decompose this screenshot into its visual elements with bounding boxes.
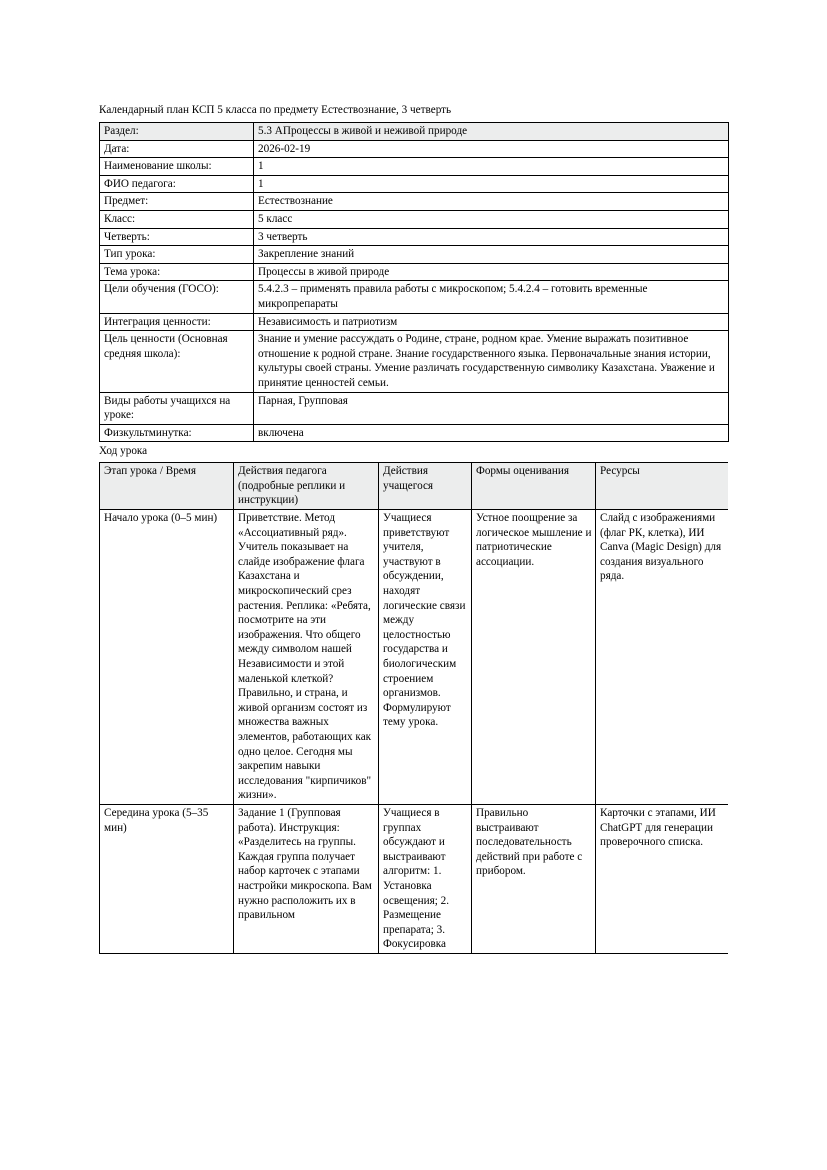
column-header-assessment: Формы оценивания <box>472 463 596 510</box>
table-row <box>100 246 729 264</box>
column-header-stage: Этап урока / Время <box>100 463 234 510</box>
info-row-label: Цели обучения (ГОСО): <box>100 281 254 313</box>
column-header-teacher: Действия педагога (подробные реплики и инструкции) <box>234 463 379 510</box>
table-row <box>100 158 729 176</box>
info-row-value: Естествознание <box>254 193 729 211</box>
flow-cell-resources: Слайд с изображениями (флаг РК, клетка), ИИ Canva (Magic Design) для создания визуального ряда. <box>596 510 729 805</box>
table-row <box>100 510 729 805</box>
info-row-label: Наименование школы: <box>100 158 254 176</box>
info-row-value: Закрепление знаний <box>254 246 729 264</box>
table-row <box>100 228 729 246</box>
table-row <box>100 281 729 313</box>
column-header-resources: Ресурсы <box>596 463 729 510</box>
page-title: Календарный план КСП 5 класса по предмету Естествознание, 3 четверть <box>99 104 452 116</box>
lesson-flow-body <box>100 510 729 954</box>
info-row-value: 1 <box>254 175 729 193</box>
info-row-label: Раздел: <box>100 123 254 141</box>
info-row-value: Знание и умение рассуждать о Родине, стране, родном крае. Умение выражать позитивное отношение к родной стране. Знание государственного языка. Первоначальные знания истории, культуры своей страны. Умение различать государственную символику Казахстана. Уважение и принятие ценностей семьи. <box>254 331 729 392</box>
info-row-value: 1 <box>254 158 729 176</box>
info-row-value: 3 четверть <box>254 228 729 246</box>
lesson-info-body <box>100 123 729 442</box>
info-row-label: Тема урока: <box>100 263 254 281</box>
table-header-row <box>100 463 729 510</box>
flow-cell-student-actions: Учащиеся в группах обсуждают и выстраивают алгоритм: 1. Установка освещения; 2. Размещение препарата; 3. Фокусировка <box>379 804 472 953</box>
flow-cell-stage: Середина урока (5–35 мин) <box>100 804 234 953</box>
flow-cell-assessment: Правильно выстраивают последовательность действий при работе с прибором. <box>472 804 596 953</box>
lesson-flow-head <box>100 463 729 510</box>
info-row-value: 2026-02-19 <box>254 140 729 158</box>
info-row-value: 5.4.2.3 – применять правила работы с микроскопом; 5.4.2.4 – готовить временные микропрепараты <box>254 281 729 313</box>
document-content <box>99 103 728 954</box>
table-row <box>100 392 729 424</box>
info-row-label: Четверть: <box>100 228 254 246</box>
flow-cell-stage: Начало урока (0–5 мин) <box>100 510 234 805</box>
table-row <box>100 331 729 392</box>
info-row-value: 5.3 АПроцессы в живой и неживой природе <box>254 123 729 141</box>
table-row <box>100 424 729 442</box>
info-row-label: Цель ценности (Основная средняя школа): <box>100 331 254 392</box>
info-row-label: Предмет: <box>100 193 254 211</box>
info-row-value: включена <box>254 424 729 442</box>
lesson-flow-table-wrapper <box>99 462 728 954</box>
info-row-value: Процессы в живой природе <box>254 263 729 281</box>
table-row <box>100 193 729 211</box>
table-row <box>100 175 729 193</box>
table-row <box>100 804 729 953</box>
info-row-label: ФИО педагога: <box>100 175 254 193</box>
info-row-label: Дата: <box>100 140 254 158</box>
table-row <box>100 263 729 281</box>
flow-cell-teacher-actions: Приветствие. Метод «Ассоциативный ряд». Учитель показывает на слайде изображение флага Казахстана и микроскопический срез растения. Реплика: «Ребята, посмотрите на эти изображения. Что общего между символом нашей Независимости и этой маленькой клеткой? Правильно, и страна, и живой организм состоят из множества важных элементов, работающих как одно целое. Сегодня мы закрепим навыки исследования "кирпичиков" жизни». <box>234 510 379 805</box>
lesson-info-table <box>99 122 729 442</box>
column-header-student: Действия учащегося <box>379 463 472 510</box>
flow-cell-resources: Карточки с этапами, ИИ ChatGPT для генерации проверочного списка. <box>596 804 729 953</box>
info-row-value: Парная, Групповая <box>254 392 729 424</box>
lesson-flow-table <box>99 462 728 954</box>
table-row <box>100 140 729 158</box>
table-row <box>100 123 729 141</box>
table-row <box>100 210 729 228</box>
info-row-label: Класс: <box>100 210 254 228</box>
info-row-label: Физкультминутка: <box>100 424 254 442</box>
flow-cell-assessment: Устное поощрение за логическое мышление и патриотические ассоциации. <box>472 510 596 805</box>
info-row-label: Тип урока: <box>100 246 254 264</box>
section-caption-lesson-flow: Ход урока <box>99 445 148 458</box>
info-row-value: Независимость и патриотизм <box>254 313 729 331</box>
info-row-label: Интеграция ценности: <box>100 313 254 331</box>
flow-cell-teacher-actions: Задание 1 (Групповая работа). Инструкция: «Разделитесь на группы. Каждая группа получает набор карточек с этапами настройки микроскопа. Вам нужно расположить их в правильном <box>234 804 379 953</box>
info-row-label: Виды работы учащихся на уроке: <box>100 392 254 424</box>
info-row-value: 5 класс <box>254 210 729 228</box>
flow-cell-student-actions: Учащиеся приветствуют учителя, участвуют в обсуждении, находят логические связи между целостностью государства и биологическим строением организмов. Формулируют тему урока. <box>379 510 472 805</box>
table-row <box>100 313 729 331</box>
